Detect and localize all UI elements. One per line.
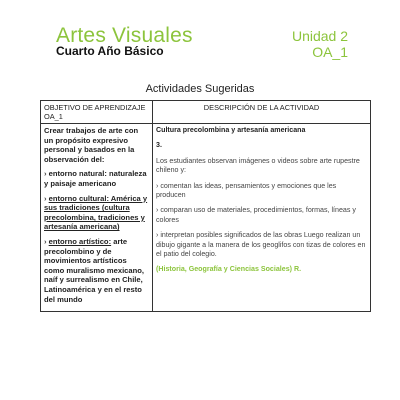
grade-subtitle: Cuarto Año Básico (56, 44, 164, 58)
activity-item (156, 206, 367, 225)
objective-item-artistic (44, 237, 149, 304)
description-header: DESCRIPCIÓN DE LA ACTIVIDAD (153, 101, 371, 124)
activity-item (156, 182, 367, 201)
objective-item-label: entorno artístico: (48, 236, 112, 246)
bullet-icon: › (44, 236, 47, 246)
activity-number: 3. (156, 141, 162, 150)
table-header-row (41, 101, 371, 124)
activity-item (156, 231, 367, 259)
objective-item-text: naturaleza y paisaje americano (44, 169, 147, 188)
subject-title: Artes Visuales (56, 24, 193, 47)
cross-reference: (Historia, Geografía y Ciencias Sociales) R. (156, 265, 302, 274)
objective-item-label: entorno cultural: (48, 193, 109, 203)
objective-header: OBJETIVO DE APRENDIZAJE OA_1 (41, 101, 153, 124)
objective-item-text: arte precolombino y de movimientos artísticos como muralismo mexicano, naíf y surrealismo en Chile, Latinoamérica y en el resto del mundo (44, 236, 145, 304)
objective-item-label: entorno natural: (48, 169, 107, 179)
activity-intro: Los estudiantes observan imágenes o videos sobre arte rupestre chileno y: (156, 156, 360, 175)
bullet-icon: › (44, 193, 47, 203)
objective-item-natural (44, 169, 149, 188)
activity-item-text: interpretan posibles significados de las obras Luego realizan un dibujo gigante a la manera de los geoglifos con tizas de colores en el patio del colegio. (156, 231, 366, 259)
bullet-icon: › (44, 169, 47, 179)
activities-table (40, 100, 371, 312)
activity-title: Cultura precolombina y artesanía americana (156, 126, 306, 134)
activity-item-text: comparan uso de materiales, procedimientos, formas, líneas y colores (156, 206, 356, 224)
objective-item-text: América y sus tradiciones (cultura precolombina, tradiciones y artesanía americana) (44, 193, 148, 232)
section-title: Actividades Sugeridas (145, 83, 255, 95)
table-row (41, 124, 371, 312)
objective-cell (41, 124, 153, 312)
activity-cell (153, 124, 371, 312)
bullet-icon: › (156, 231, 159, 240)
oa-label: OA_1 (312, 44, 348, 60)
objective-intro: Crear trabajos de arte con un propósito expresivo personal y basados en la observación del: (44, 126, 139, 164)
activity-item-text: comentan las ideas, pensamientos y emociones que les producen (156, 181, 337, 200)
bullet-icon: › (156, 206, 159, 215)
unit-label: Unidad 2 (291, 28, 348, 44)
bullet-icon: › (156, 181, 159, 190)
objective-item-cultural (44, 194, 149, 232)
